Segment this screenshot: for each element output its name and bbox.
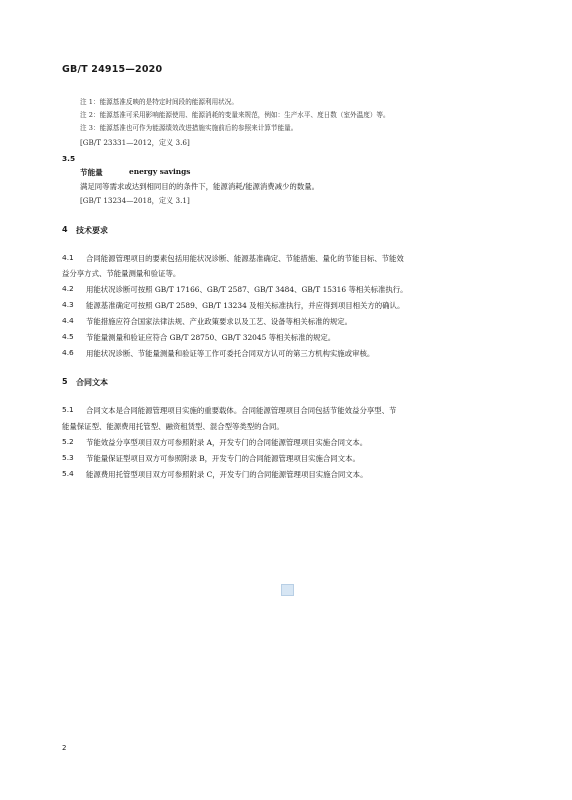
clause-4-2-text: 用能状况诊断可按照 GB/T 17166、GB/T 2587、GB/T 3484、GB/T 15316 等相关标准执行。 xyxy=(86,285,408,294)
clause-number-3-5: 3.5 xyxy=(62,154,76,163)
clause-4-5-text: 节能量测量和验证应符合 GB/T 28750、GB/T 32045 等相关标准的规定。 xyxy=(86,333,336,342)
clause-4-1-line-2: 益分享方式、节能量测量和验证等。 xyxy=(62,269,181,278)
clause-4-4-number: 4.4 xyxy=(62,316,74,325)
clause-5-3-number: 5.3 xyxy=(62,453,74,462)
section-5-number: 5 xyxy=(62,377,68,386)
note-3: 注 3：能源基准也可作为能源绩效改进措施实施前后的参照来计算节能量。 xyxy=(80,124,298,132)
clause-4-6-text: 用能状况诊断、节能量测量和验证等工作可委托合同双方认可的第三方机构实施或审核。 xyxy=(86,349,375,358)
note-2: 注 2：能源基准可采用影响能源使用、能源消耗的变量来规范，例如：生产水平、度日数（室外温度）等。 xyxy=(80,111,390,119)
clause-5-4-text: 能源费用托管型项目双方可参照附录 C，开发专门的合同能源管理项目实施合同文本。 xyxy=(86,470,368,479)
clause-4-1-line-1: 合同能源管理项目的要素包括用能状况诊断、能源基准确定、节能措施、量化的节能目标、节能效 xyxy=(86,254,404,263)
clause-4-3-text: 能源基准确定可按照 GB/T 2589、GB/T 13234 及相关标准执行，并应得到项目相关方的确认。 xyxy=(86,301,405,310)
clause-4-6-number: 4.6 xyxy=(62,348,74,357)
clause-5-1-number: 5.1 xyxy=(62,405,74,414)
clause-5-2-text: 节能效益分享型项目双方可参照附录 A，开发专门的合同能源管理项目实施合同文本。 xyxy=(86,438,368,447)
clause-5-2-number: 5.2 xyxy=(62,437,74,446)
clause-4-4-text: 节能措施应符合国家法律法规、产业政策要求以及工艺、设备等相关标准的规定。 xyxy=(86,317,353,326)
term-english: energy savings xyxy=(129,167,191,176)
term-chinese: 节能量 xyxy=(80,168,103,177)
note-1: 注 1：能源基准反映的是特定时间段的能源利用状况。 xyxy=(80,98,238,106)
watermark-stamp xyxy=(281,584,294,596)
clause-4-3-number: 4.3 xyxy=(62,300,74,309)
clause-4-5-number: 4.5 xyxy=(62,332,74,341)
clause-5-1-line-2: 能量保证型、能源费用托管型、融资租赁型、混合型等类型的合同。 xyxy=(62,422,284,431)
section-4-title: 技术要求 xyxy=(76,226,108,235)
term-definition: 满足同等需求或达到相同目的的条件下，能源消耗/能源消费减少的数量。 xyxy=(80,182,319,191)
reference-3-5: [GB/T 13234—2018，定义 3.1] xyxy=(80,196,190,205)
clause-5-1-line-1: 合同文本是合同能源管理项目实施的重要载体。合同能源管理项目合同包括节能效益分享型、节 xyxy=(86,406,397,415)
clause-4-2-number: 4.2 xyxy=(62,284,74,293)
document-code-header: GB/T 24915—2020 xyxy=(62,64,163,75)
clause-5-4-number: 5.4 xyxy=(62,469,74,478)
clause-4-1-number: 4.1 xyxy=(62,253,74,262)
clause-5-3-text: 节能量保证型项目双方可参照附录 B，开发专门的合同能源管理项目实施合同文本。 xyxy=(86,454,360,463)
section-4-number: 4 xyxy=(62,225,68,234)
reference-3-4: [GB/T 23331—2012，定义 3.6] xyxy=(80,138,190,147)
section-5-title: 合同文本 xyxy=(76,378,108,387)
page-number: 2 xyxy=(62,744,67,752)
